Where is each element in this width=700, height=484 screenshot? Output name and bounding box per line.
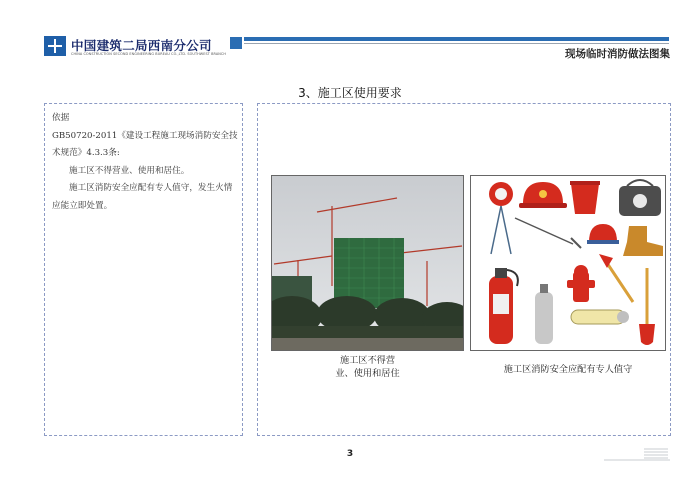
fire-bucket-icon [570,181,600,214]
document-title: 现场临时消防做法图集 [565,48,670,60]
safety-helmet-icon [587,224,619,244]
construction-site-photo [271,175,464,351]
basis-heading: 依据 [52,113,70,123]
extinguisher-silver-icon [535,284,553,344]
basis-standard: GB50720-2011《建设工程施工现场消防安全技术规范》4.3.3条: [52,130,238,158]
basis-rule-1: 施工区不得营业、使用和居住。 [69,165,190,176]
company-name: 中国建筑二局西南分公司 [71,38,212,53]
fire-axe-icon [599,254,633,302]
basis-rule-2: 施工区消防安全应配有专人值守，发生火情应能立即处置。 [52,183,233,211]
photo1-caption-line1: 施工区不得营 [339,355,396,366]
fire-equipment-illustration [470,175,666,351]
fire-extinguisher-icon [489,268,518,344]
rescue-bag-icon [619,180,661,216]
hose-reel-icon [489,182,513,254]
fire-boot-icon [623,226,663,256]
footer-decoration [604,447,670,463]
fire-helmet-icon [519,182,567,208]
photo1-caption-line2: 业、使用和居住 [335,368,400,379]
company-logo-icon [44,36,66,56]
header-rule [244,37,669,41]
fire-hydrant-icon [567,265,595,302]
section-title: 3、施工区使用要求 [298,86,402,100]
header-accent-square [230,37,242,49]
company-name-english: CHINA CONSTRUCTION SECOND ENGINEERING BUREAU CO.,LTD. SOUTHWEST BRANCH [71,52,227,56]
photo1-caption [271,354,464,380]
fire-hook-icon [515,218,581,248]
basis-text [52,110,240,215]
fire-shovel-icon [639,268,655,345]
fire-hose-icon [571,310,629,324]
photo2-caption: 施工区消防安全应配有专人值守 [503,364,633,375]
page-number: 3 [346,449,354,459]
header-rule-thin [244,43,669,44]
